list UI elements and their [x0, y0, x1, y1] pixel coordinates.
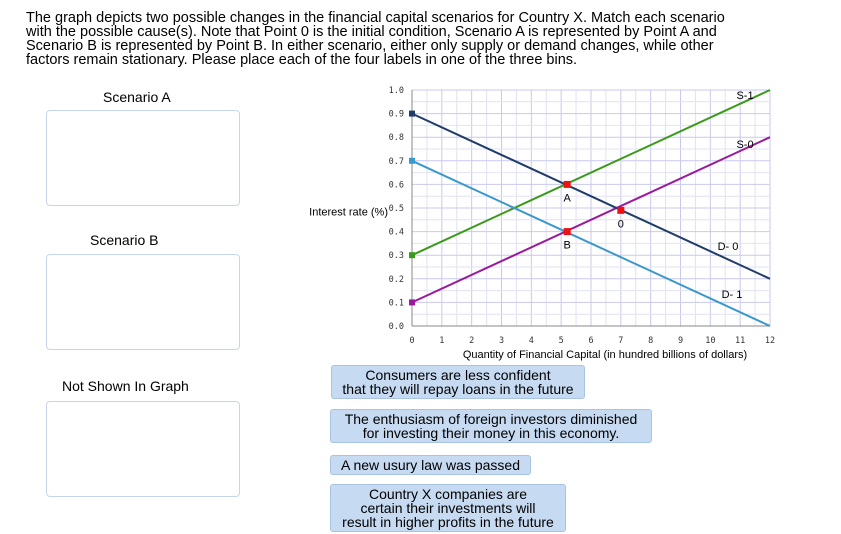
question-line: factors remain stationary. Please place each of the four labels in one of the three bins. — [26, 52, 578, 68]
y-axis-title: Interest rate (%) — [309, 206, 388, 219]
y-tick-label: 0.3 — [388, 251, 404, 262]
x-tick-label: 10 — [705, 336, 716, 346]
chip-line: Country X companies are — [369, 486, 527, 502]
x-axis-title: Quantity of Financial Capital (in hundred billions of dollars) — [462, 349, 748, 361]
y-tick-label: 0.6 — [388, 180, 404, 191]
series-start-marker-s0 — [409, 299, 415, 305]
x-tick-label: 9 — [677, 336, 684, 346]
chip-line: result in higher profits in the future — [342, 514, 554, 530]
series-start-marker-s1 — [409, 252, 415, 258]
series-label-s0: S-0 — [736, 139, 754, 151]
chip-line: A new usury law was passed — [341, 457, 520, 473]
chip-line: that they will repay loans in the future — [342, 381, 574, 397]
point-label-b: B — [563, 239, 571, 252]
series-label-s1: S-1 — [736, 90, 754, 102]
point-marker-b — [564, 228, 571, 235]
bin-label-scenario-b: Scenario B — [90, 232, 159, 248]
y-tick-label: 0.4 — [388, 227, 404, 238]
x-tick-label: 12 — [764, 336, 776, 346]
chip-consumers-less-confident[interactable] — [331, 365, 585, 399]
x-tick-label: 2 — [469, 336, 475, 346]
chip-line: The enthusiasm of foreign investors diminished — [344, 411, 638, 427]
x-tick-label: 3 — [498, 336, 505, 346]
bin-label-not-shown: Not Shown In Graph — [62, 378, 189, 394]
question-line: with the possible cause(s). Note that Point 0 is the initial condition, Scenario A is represented by Point A and — [26, 24, 717, 40]
bin-label-scenario-a: Scenario A — [103, 89, 171, 105]
series-label-d1: D- 1 — [721, 289, 743, 301]
series-start-marker-d1 — [409, 158, 415, 164]
x-tick-label: 11 — [735, 336, 746, 346]
y-tick-label: 0.7 — [388, 156, 404, 167]
x-tick-label: 8 — [648, 336, 654, 346]
y-tick-label: 0.0 — [388, 322, 404, 332]
point-label-a: A — [563, 192, 571, 205]
question-line: The graph depicts two possible changes in the financial capital scenarios for Country X. Match each scenario — [26, 10, 725, 26]
chip-foreign-investors-diminished[interactable] — [330, 409, 652, 443]
y-tick-label: 0.1 — [388, 298, 404, 309]
x-tick-label: 1 — [439, 336, 445, 346]
chip-new-usury-law[interactable] — [330, 455, 531, 475]
chip-line: Consumers are less confident — [365, 367, 551, 383]
question-line: Scenario B is represented by Point B. In either scenario, either only supply or demand changes, while other — [26, 38, 714, 54]
chip-higher-profits[interactable] — [330, 484, 566, 532]
x-tick-label: 5 — [558, 336, 564, 346]
chip-line: certain their investments will — [360, 500, 536, 516]
y-tick-label: 0.8 — [388, 133, 404, 144]
y-tick-label: 1.0 — [388, 86, 404, 96]
x-tick-label: 0 — [409, 336, 415, 346]
series-start-marker-d0 — [409, 111, 415, 117]
chip-line: for investing their money in this economy. — [362, 425, 620, 441]
series-label-d0: D- 0 — [717, 241, 739, 253]
y-tick-label: 0.2 — [388, 274, 404, 285]
x-tick-label: 7 — [618, 336, 624, 346]
x-tick-label: 6 — [588, 336, 594, 346]
x-tick-label: 4 — [528, 336, 534, 346]
point-label-0: 0 — [617, 218, 624, 231]
point-marker-a — [564, 181, 571, 188]
y-tick-label: 0.9 — [388, 109, 404, 120]
point-marker-0 — [617, 207, 624, 214]
y-tick-label: 0.5 — [388, 204, 404, 214]
